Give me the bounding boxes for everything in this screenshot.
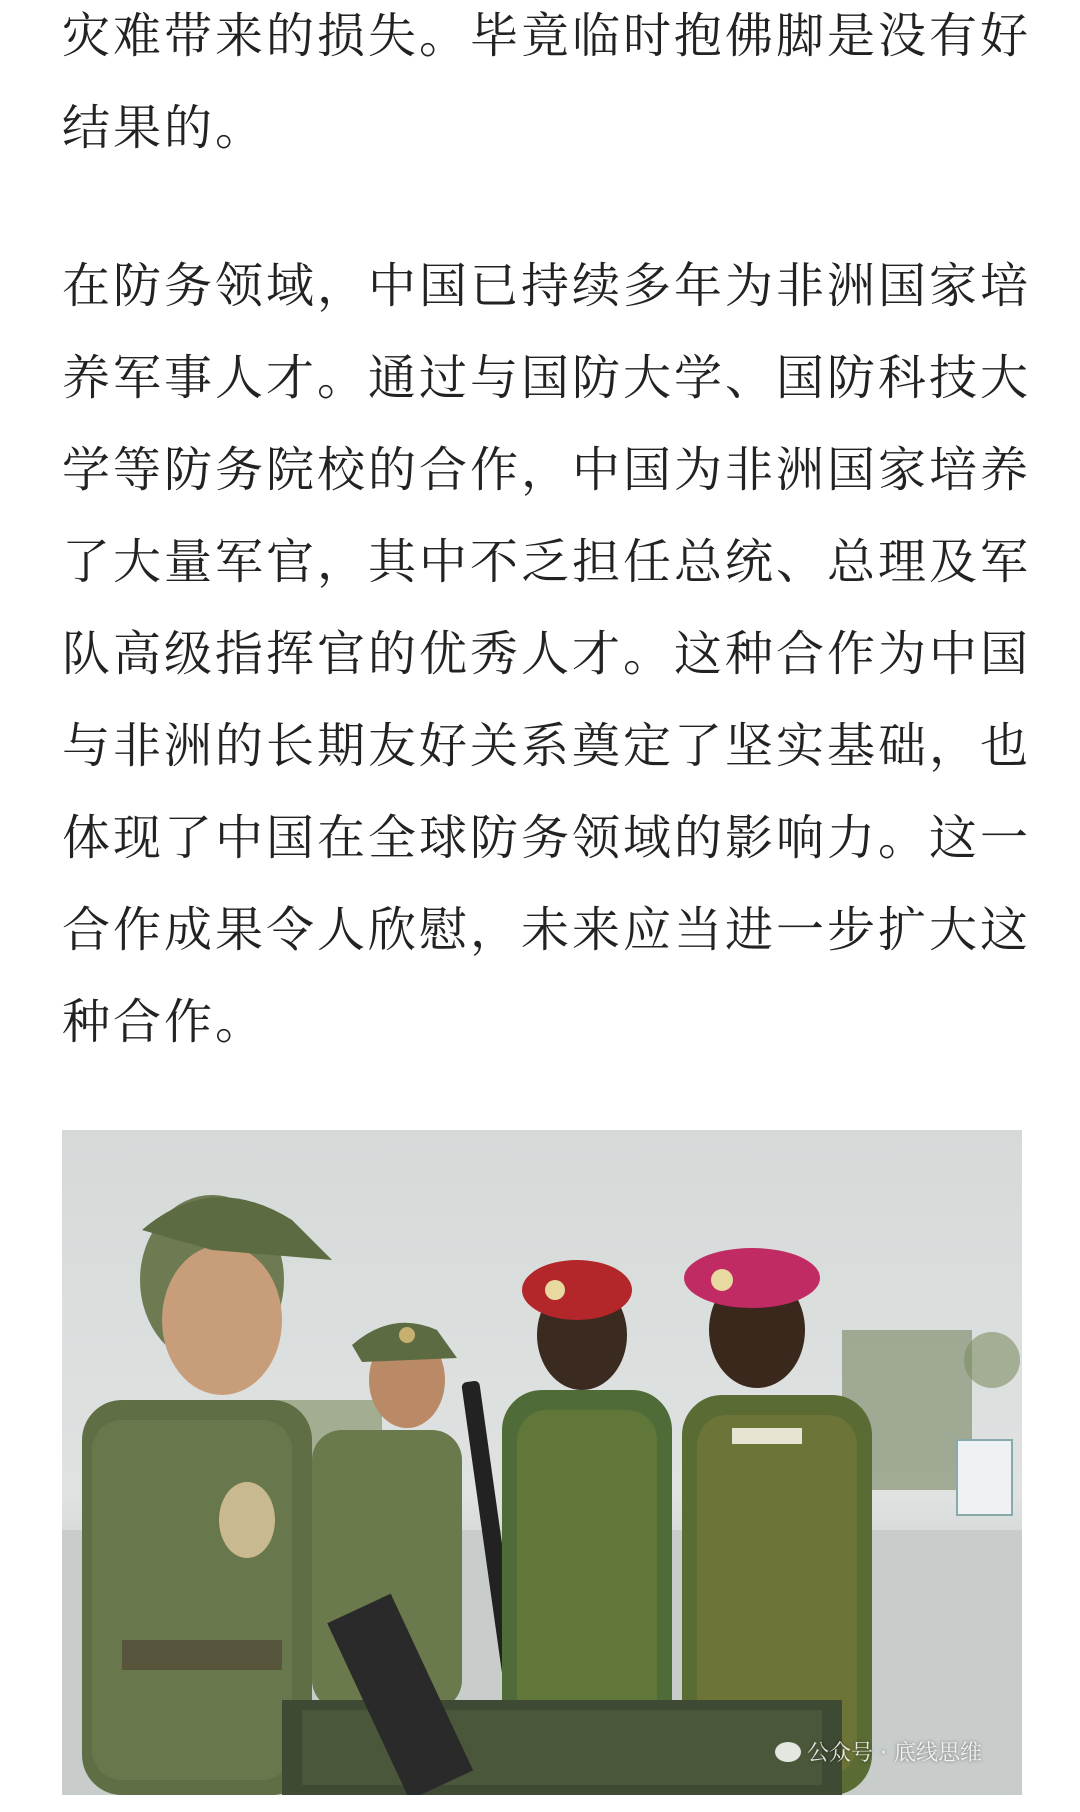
text-line: 了大量军官，其中不乏担任总统、总理及军 (62, 534, 1032, 590)
text-line: 结果的。 (62, 100, 267, 156)
wechat-icon (775, 1742, 801, 1762)
paragraph-2 (62, 240, 1031, 1068)
watermark (775, 1736, 982, 1767)
watermark-text: 公众号 · 底线思维 (807, 1741, 982, 1766)
text-line: 学等防务院校的合作，中国为非洲国家培养 (62, 442, 1032, 498)
text-line: 队高级指挥官的优秀人才。这种合作为中国 (62, 626, 1032, 682)
soldiers-illustration (62, 1130, 1022, 1795)
text-line: 与非洲的长期友好关系奠定了坚实基础，也 (62, 718, 1032, 774)
text-line: 体现了中国在全球防务领域的影响力。这一 (62, 810, 1032, 866)
paragraph-1 (62, 0, 1031, 174)
article-photo[interactable] (62, 1130, 1022, 1795)
text-line: 合作成果令人欣慰，未来应当进一步扩大这 (62, 902, 1032, 958)
text-line: 在防务领域，中国已持续多年为非洲国家培 (62, 258, 1032, 314)
text-line: 灾难带来的损失。毕竟临时抱佛脚是没有好 (62, 8, 1032, 64)
text-line: 种合作。 (62, 994, 267, 1050)
text-line: 养军事人才。通过与国防大学、国防科技大 (62, 350, 1032, 406)
